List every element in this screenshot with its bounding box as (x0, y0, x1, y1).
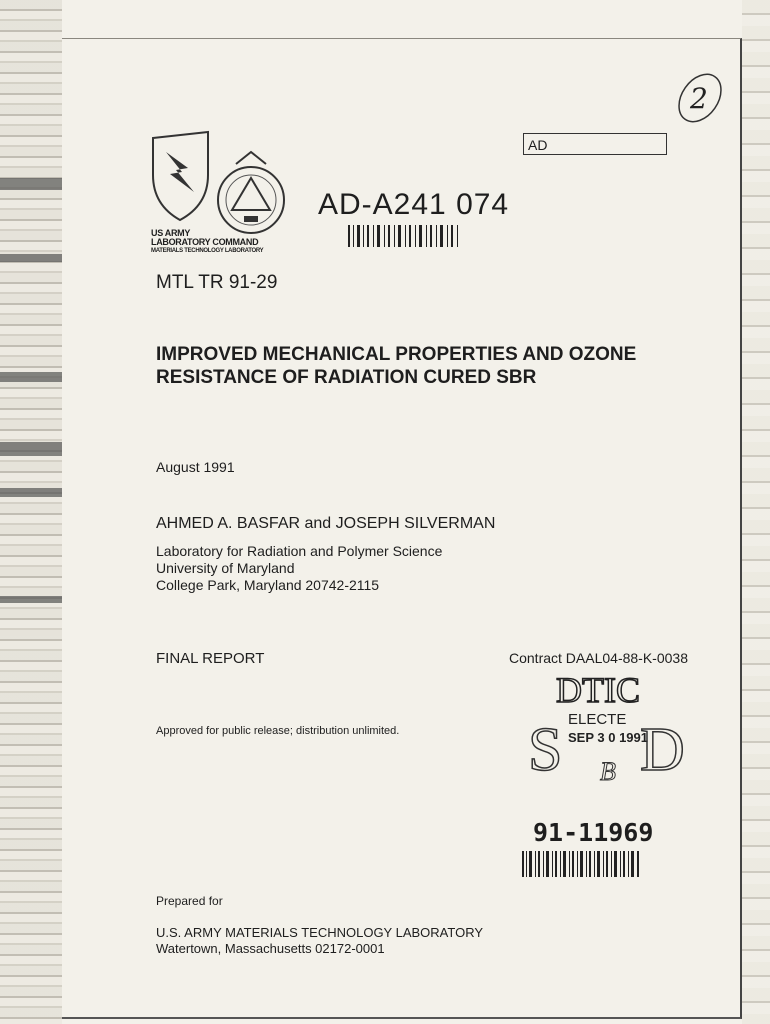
distribution-statement: Approved for public release; distribution unlimited. (156, 725, 400, 737)
dtic-text: DTIC (556, 670, 640, 710)
stamp-letter-d: D (640, 716, 685, 784)
document-number: 91-11969 (533, 818, 654, 847)
lab-line-2: Watertown, Massachusetts 02172-0001 (156, 941, 385, 956)
logo-line-1: US ARMY (151, 228, 191, 238)
stamp-date: SEP 3 0 1991 (568, 730, 648, 745)
scan-right-margin (742, 0, 770, 1024)
report-number: MTL TR 91-29 (156, 272, 278, 293)
scan-left-margin (0, 0, 62, 1024)
stamp-letter-s: S (528, 716, 563, 784)
affiliation-line-2: University of Maryland (156, 560, 295, 576)
affiliation-line-3: College Park, Maryland 20742-2115 (156, 577, 380, 593)
title-line-2: RESISTANCE OF RADIATION CURED SBR (156, 367, 537, 388)
lab-line-1: U.S. ARMY MATERIALS TECHNOLOGY LABORATORY (156, 925, 484, 940)
prepared-for-label: Prepared for (156, 894, 223, 908)
bottom-barcode (522, 851, 640, 877)
logo-line-2: LABORATORY COMMAND (151, 237, 259, 247)
ad-number: AD-A241 074 (318, 188, 510, 221)
title-line-1: IMPROVED MECHANICAL PROPERTIES AND OZONE (156, 344, 637, 365)
stamp-letter-b: B (600, 757, 616, 786)
report-title (156, 343, 676, 389)
authors: AHMED A. BASFAR and JOSEPH SILVERMAN (156, 515, 496, 532)
top-barcode (348, 225, 463, 247)
report-type: FINAL REPORT (156, 650, 265, 667)
logo-text (151, 229, 263, 256)
sponsor-lab (156, 925, 483, 957)
electe-text: ELECTE (568, 711, 627, 728)
ad-box: AD (523, 133, 667, 155)
corner-mark-text: 2 (690, 82, 708, 115)
dtic-stamp (528, 668, 690, 790)
report-date: August 1991 (156, 459, 235, 475)
contract-number: Contract DAAL04-88-K-0038 (509, 650, 688, 666)
affiliation (156, 543, 442, 594)
handwritten-circled-number (676, 68, 722, 128)
logo-line-3: MATERIALS TECHNOLOGY LABORATORY (151, 248, 264, 254)
affiliation-line-1: Laboratory for Radiation and Polymer Science (156, 543, 443, 559)
